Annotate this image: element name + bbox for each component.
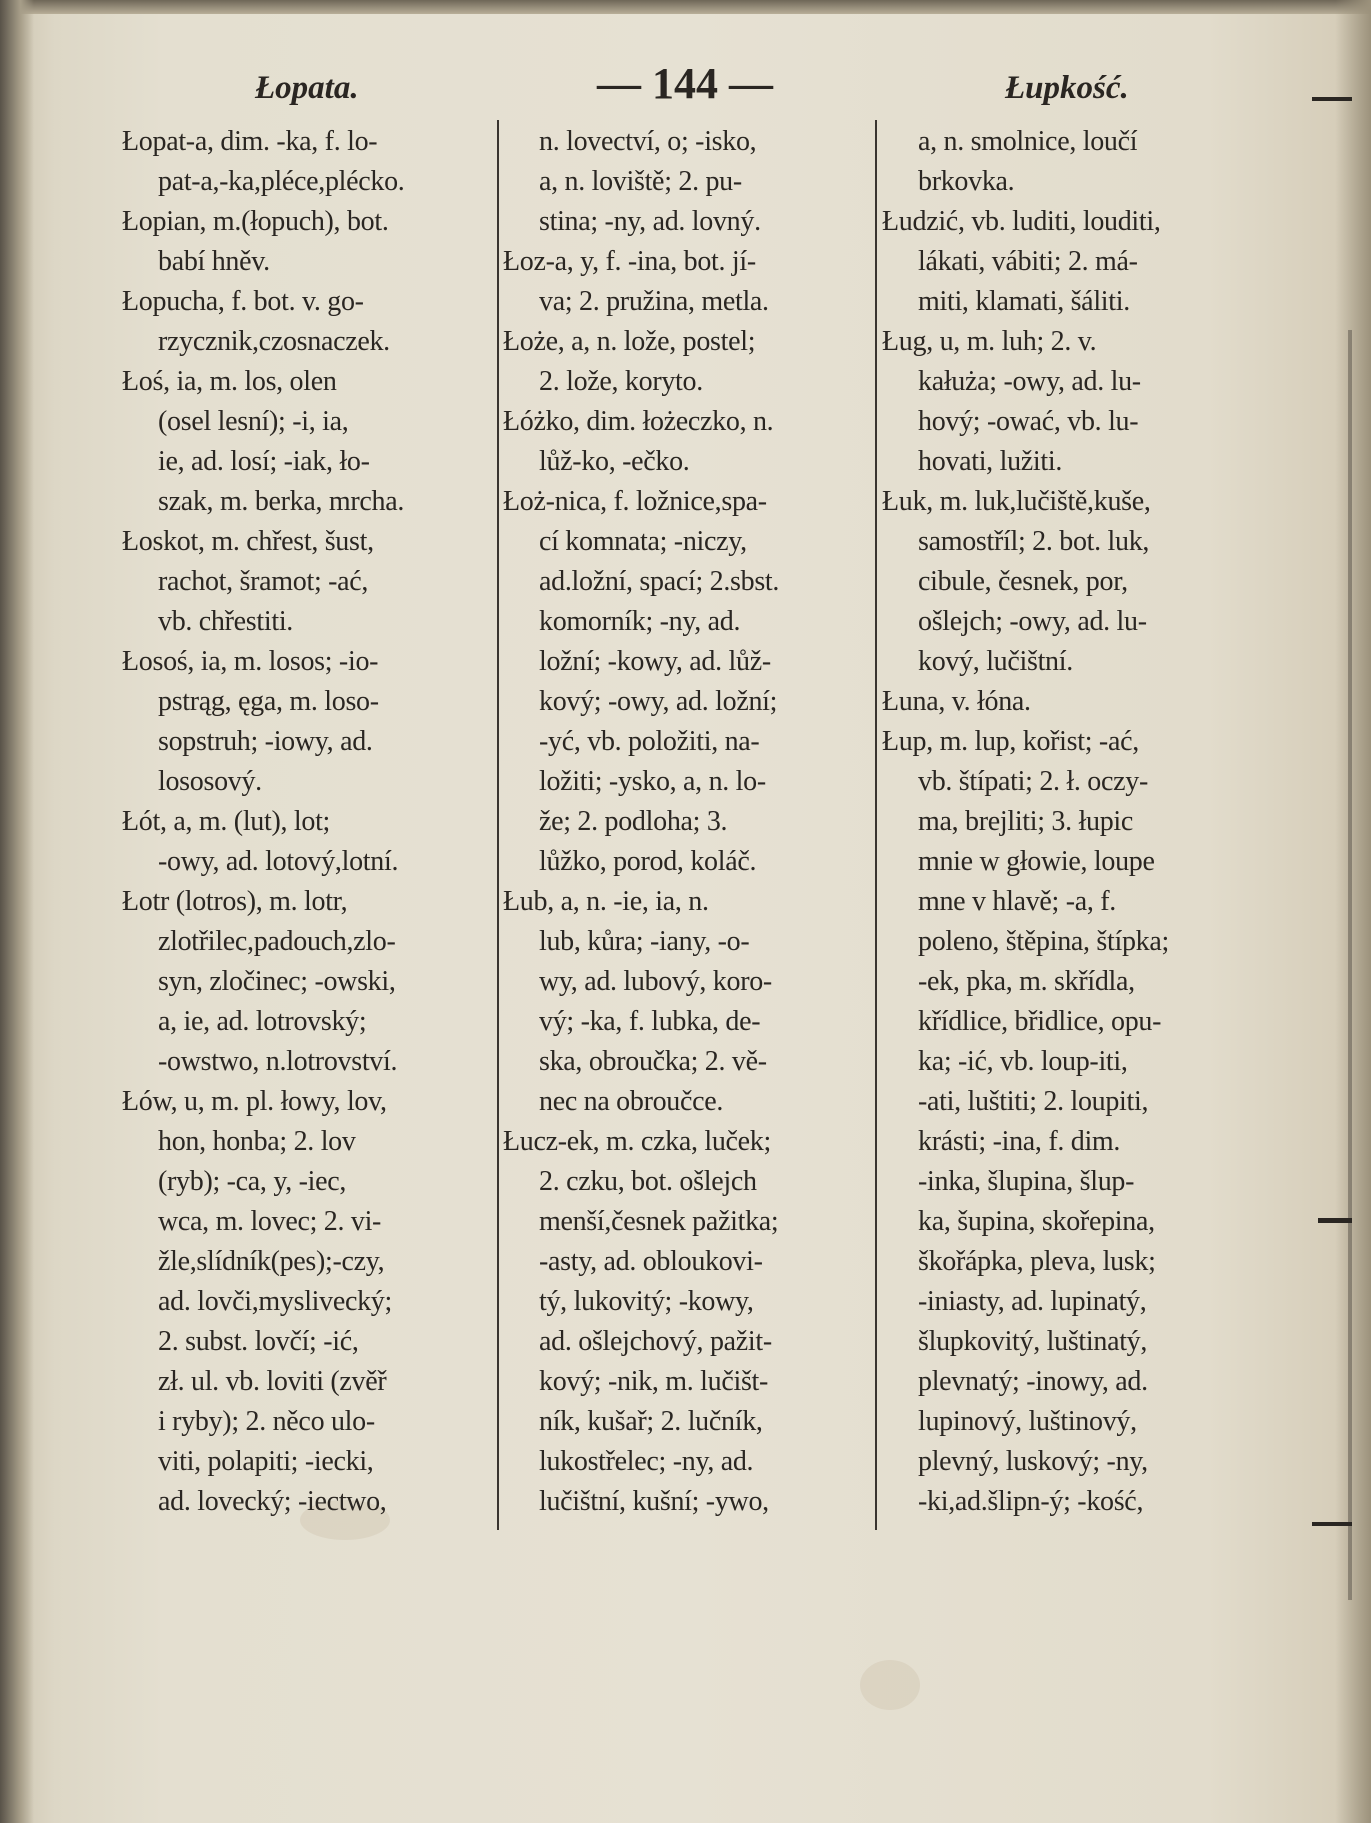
entry-line: lukostřelec; -ny, ad. [539,1446,754,1477]
entry-line: kový; -owy, ad. ložní; [539,686,778,717]
entry-line: menší,česnek pažitka; [539,1206,779,1237]
entry-line: ie, ad. losí; -iak, ło- [158,446,370,477]
entry-line: vb. chřestiti. [158,606,293,637]
entry-line: krásti; -ina, f. dim. [918,1126,1121,1157]
entry-line: -ek, pka, m. skřídla, [918,966,1135,997]
page-binding-shadow [0,0,34,1823]
entry-line: lupinový, luštinový, [918,1406,1137,1437]
entry-line: a, n. loviště; 2. pu- [539,166,742,197]
margin-mark [1312,1522,1352,1526]
entry-line: ošlejch; -owy, ad. lu- [918,606,1147,637]
entry-line: lůžko, porod, koláč. [539,846,757,877]
entry-line: ska, obroučka; 2. vě- [539,1046,767,1077]
entry-line: pat-a,-ka,pléce,plécko. [158,166,405,197]
entry-line: vb. štípati; 2. ł. oczy- [918,766,1148,797]
entry-line: plevný, luskový; -ny, [918,1446,1148,1477]
entry-headword-line: Łucz-ek, m. czka, luček; [503,1126,771,1157]
entry-headword-line: Łosoś, ia, m. losos; -io- [122,646,379,677]
entry-line: wy, ad. lubový, koro- [539,966,772,997]
entry-line: brkovka. [918,166,1015,197]
column-right [882,122,1242,1522]
page-top-edge [0,0,1371,14]
entry-line: kałuża; -owy, ad. lu- [918,366,1141,397]
entry-line: viti, polapiti; -iecki, [158,1446,374,1477]
entry-line: (osel lesní); -i, ia, [158,406,349,437]
entry-line: ad.ložní, spací; 2.sbst. [539,566,780,597]
entry-line: hon, honba; 2. lov [158,1126,356,1157]
entry-line: samostříl; 2. bot. luk, [918,526,1150,557]
entry-headword-line: Łoskot, m. chřest, šust, [122,526,374,557]
entry-line: lákati, vábiti; 2. má- [918,246,1138,277]
entry-line: mnie w głowie, loupe [918,846,1155,877]
entry-headword-line: Łopat-a, dim. -ka, f. lo- [122,126,378,157]
entry-line: 2. czku, bot. ošlejch [539,1166,757,1197]
entry-line: ma, brejliti; 3. łupic [918,806,1134,837]
entry-headword-line: Łóżko, dim. łożeczko, n. [503,406,774,437]
entry-line: n. lovectví, o; -isko, [539,126,757,157]
entry-headword-line: Łoz-a, y, f. -ina, bot. jí- [503,246,756,277]
column-divider-right [875,120,877,1530]
entry-line: -inka, šlupina, šlup- [918,1166,1135,1197]
entry-headword-line: Łów, u, m. pl. łowy, lov, [122,1086,387,1117]
entry-line: ložiti; -ysko, a, n. lo- [539,766,766,797]
entry-line: i ryby); 2. něco ulo- [158,1406,375,1437]
entry-line: ad. lovecký; -iectwo, [158,1486,387,1517]
entry-headword-line: Łuk, m. luk,lučiště,kuše, [882,486,1151,517]
entry-line: plevnatý; -inowy, ad. [918,1366,1148,1397]
entry-line: kový, lučištní. [918,646,1073,677]
entry-line: 2. lože, koryto. [539,366,703,397]
column-left [122,122,492,1522]
entry-line: mne v hlavě; -a, f. [918,886,1116,917]
entry-line: že; 2. podloha; 3. [539,806,728,837]
entry-line: -ki,ad.šlipn-ý; -kość, [918,1486,1144,1517]
entry-line: va; 2. pružina, metla. [539,286,769,317]
entry-line: cí komnata; -niczy, [539,526,747,557]
entry-line: 2. subst. lovčí; -ić, [158,1326,359,1357]
entry-line: šlupkovitý, luštinatý, [918,1326,1148,1357]
entry-line: -asty, ad. obloukovi- [539,1246,763,1277]
entry-line: ložní; -kowy, ad. lůž- [539,646,771,677]
entry-line: poleno, štěpina, štípka; [918,926,1169,957]
entry-line: nec na obroučce. [539,1086,724,1117]
entry-line: lub, kůra; -iany, -o- [539,926,750,957]
entry-line: rachot, šramot; -ać, [158,566,369,597]
entry-headword-line: Łoże, a, n. lože, postel; [503,326,756,357]
entry-line: komorník; -ny, ad. [539,606,741,637]
entry-line: tý, lukovitý; -kowy, [539,1286,754,1317]
page-right-edge [1335,0,1371,1823]
margin-rule [1348,330,1352,1600]
column-divider-left [497,120,499,1530]
entry-line: -ati, luštiti; 2. loupiti, [918,1086,1149,1117]
entry-line: hovati, lužiti. [918,446,1063,477]
entry-line: -iniasty, ad. lupinatý, [918,1286,1147,1317]
entry-line: ník, kušař; 2. lučník, [539,1406,763,1437]
entry-line: vý; -ka, f. lubka, de- [539,1006,761,1037]
entry-line: babí hněv. [158,246,270,277]
entry-line: ka; -ić, vb. loup-iti, [918,1046,1128,1077]
entry-line: (ryb); -ca, y, -iec, [158,1166,347,1197]
entry-line: stina; -ny, ad. lovný. [539,206,761,237]
entry-line: -yć, vb. položiti, na- [539,726,760,757]
entry-headword-line: Łót, a, m. (lut), lot; [122,806,331,837]
margin-mark [1312,97,1352,101]
entry-line: cibule, česnek, por, [918,566,1128,597]
entry-line: a, n. smolnice, loučí [918,126,1138,157]
entry-line: hový; -ować, vb. lu- [918,406,1139,437]
entry-headword-line: Łub, a, n. -ie, ia, n. [503,886,709,917]
entry-line: sopstruh; -iowy, ad. [158,726,373,757]
entry-line: lůž-ko, -ečko. [539,446,690,477]
entry-line: ka, šupina, skořepina, [918,1206,1155,1237]
entry-line: a, ie, ad. lotrovský; [158,1006,367,1037]
entry-line: syn, zločinec; -owski, [158,966,396,997]
entry-line: kový; -nik, m. lučišt- [539,1366,769,1397]
entry-headword-line: Łopian, m.(łopuch), bot. [122,206,389,237]
entry-line: pstrąg, ęga, m. loso- [158,686,379,717]
entry-headword-line: Łotr (lotros), m. lotr, [122,886,348,917]
entry-headword-line: Łoś, ia, m. los, olen [122,366,337,397]
entry-line: wca, m. lovec; 2. vi- [158,1206,382,1237]
entry-headword-line: Łup, m. lup, kořist; -ać, [882,726,1139,757]
running-head-left: Łopata. [255,70,359,106]
running-head-right: Łupkość. [1005,70,1129,106]
entry-headword-line: Ług, u, m. luh; 2. v. [882,326,1097,357]
entry-line: křídlice, břidlice, opu- [918,1006,1162,1037]
entry-line: -owstwo, n.lotrovství. [158,1046,398,1077]
entry-headword-line: Łudzić, vb. luditi, louditi, [882,206,1161,237]
entry-headword-line: Łoż-nica, f. ložnice,spa- [503,486,767,517]
entry-line: ad. lovči,myslivecký; [158,1286,392,1317]
entry-line: lučištní, kušní; -ywo, [539,1486,769,1517]
entry-line: szak, m. berka, mrcha. [158,486,405,517]
page-number: — 144 — [597,59,773,108]
entry-line: rzycznik,czosnaczek. [158,326,390,357]
entry-line: miti, klamati, šáliti. [918,286,1130,317]
entry-line: ad. ošlejchový, pažit- [539,1326,772,1357]
entry-headword-line: Łuna, v. łóna. [882,686,1031,717]
entry-line: žle,slídník(pes);-czy, [158,1246,385,1277]
entry-line: lososový. [158,766,262,797]
column-middle [503,122,871,1522]
paper-stain [860,1660,920,1710]
margin-mark [1318,1218,1352,1223]
entry-line: zlotřilec,padouch,zlo- [158,926,396,957]
entry-headword-line: Łopucha, f. bot. v. go- [122,286,364,317]
entry-line: škořápka, pleva, lusk; [918,1246,1156,1277]
entry-line: -owy, ad. lotový,lotní. [158,846,399,877]
entry-line: zł. ul. vb. loviti (zvěř [158,1366,387,1397]
